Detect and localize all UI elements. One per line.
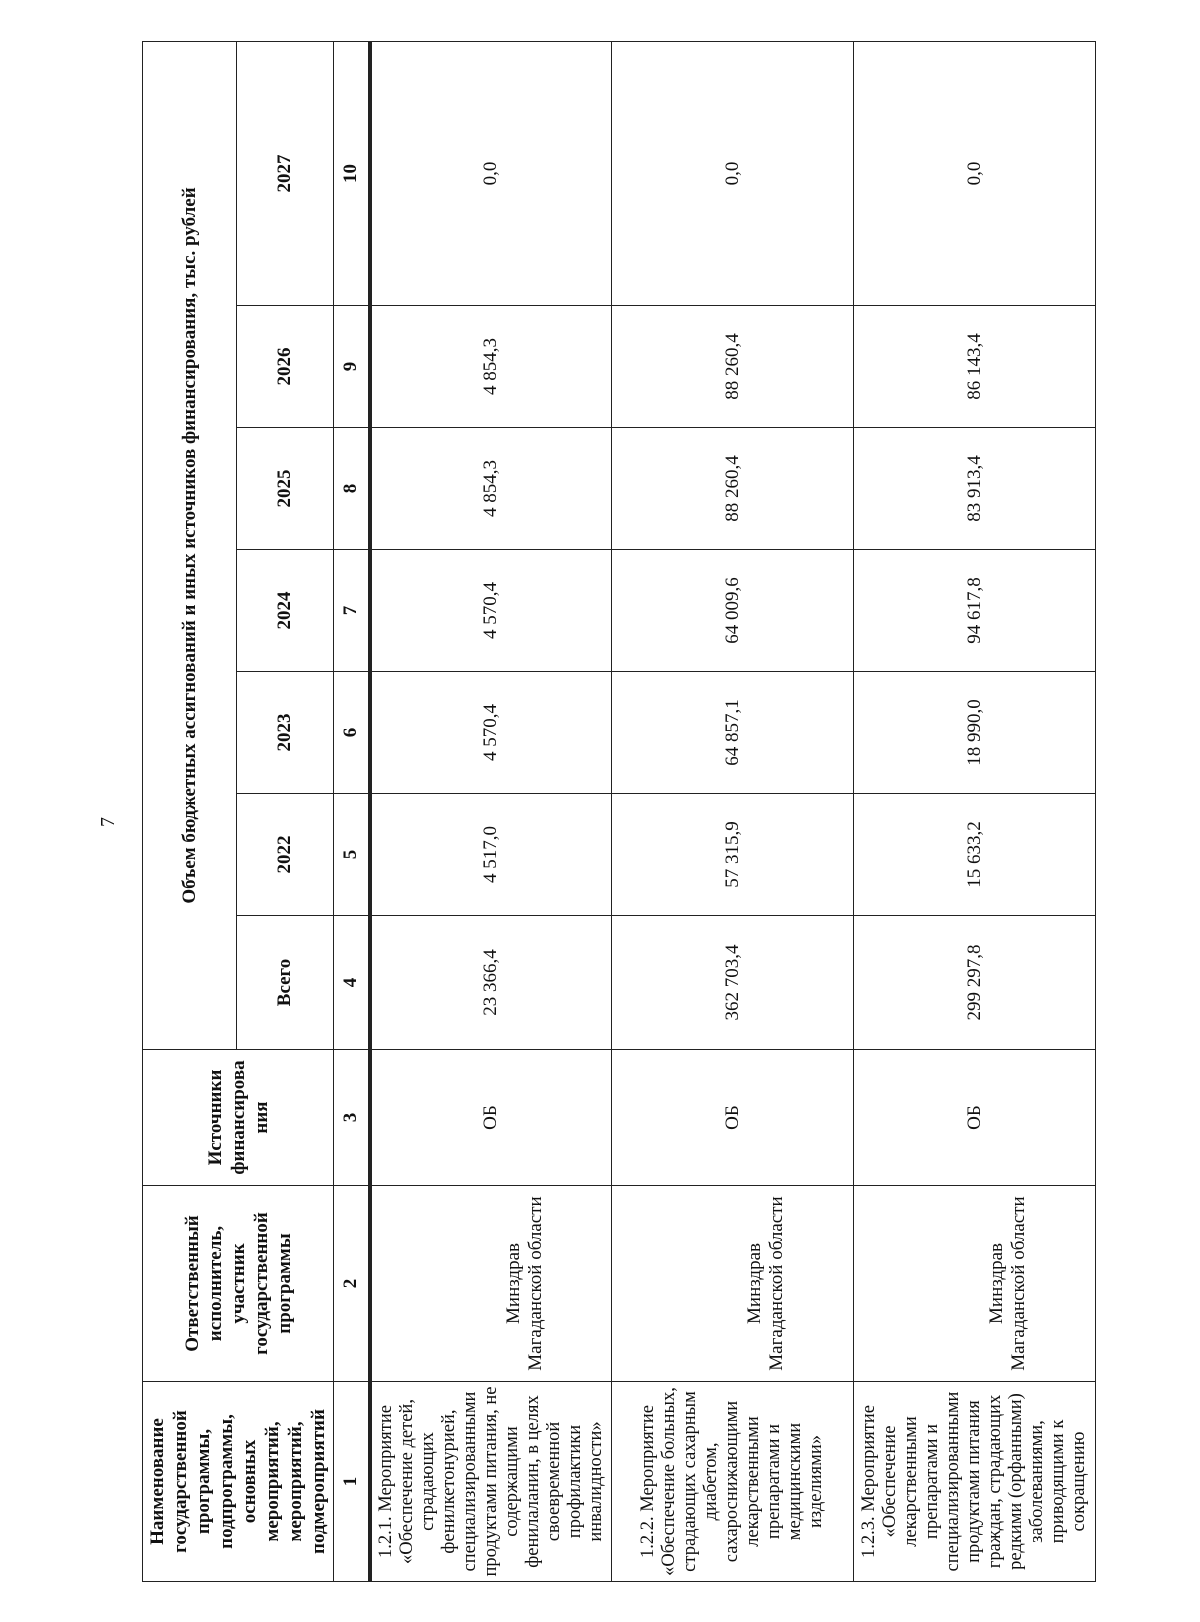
header-responsible: Ответственный исполнитель, участник государственной программы [143,1186,334,1382]
table-row [612,41,854,1581]
column-number: 3 [334,1050,370,1186]
header-year: 2025 [237,428,334,550]
year-value-cell: 0,0 [854,41,1096,305]
year-value-cell: 0,0 [370,41,612,305]
funding-table [142,41,1096,1582]
header-total: Всего [237,916,334,1050]
rotated-table-container [142,42,1089,1582]
column-number-row [334,41,370,1581]
source-cell: ОБ [370,1050,612,1186]
year-value-cell: 86 143,4 [854,306,1096,428]
responsible-cell: Минздрав Магаданской области [612,1186,854,1382]
year-value-cell: 64 009,6 [612,550,854,672]
header-row-1 [143,41,237,1581]
year-value-cell: 57 315,9 [612,794,854,916]
table-row [854,41,1096,1581]
activity-name: 1.2.2. Мероприятие «Обеспечение больных, страдающих сахарным диабетом, сахароснижающими лекарственными препаратами и медицинскими изделиями» [612,1382,854,1582]
total-cell: 23 366,4 [370,916,612,1050]
header-source: Источники финансирова ния [143,1050,334,1186]
year-value-cell: 18 990,0 [854,672,1096,794]
source-cell: ОБ [612,1050,854,1186]
table-row [370,41,612,1581]
year-value-cell: 15 633,2 [854,794,1096,916]
column-number: 2 [334,1186,370,1382]
year-value-cell: 88 260,4 [612,306,854,428]
header-year: 2024 [237,550,334,672]
responsible-cell: Минздрав Магаданской области [370,1186,612,1382]
year-value-cell: 88 260,4 [612,428,854,550]
year-value-cell: 94 617,8 [854,550,1096,672]
column-number: 6 [334,672,370,794]
year-value-cell: 4 570,4 [370,550,612,672]
year-value-cell: 4 854,3 [370,428,612,550]
header-year: 2022 [237,794,334,916]
column-number: 9 [334,306,370,428]
header-year: 2026 [237,306,334,428]
source-cell: ОБ [854,1050,1096,1186]
year-value-cell: 4 854,3 [370,306,612,428]
year-value-cell: 4 570,4 [370,672,612,794]
column-number: 7 [334,550,370,672]
header-year: 2027 [237,41,334,305]
column-number: 4 [334,916,370,1050]
header-name: Наименование государственной программы, подпрограммы, основных мероприятий, мероприятий, подмероприятий [143,1382,334,1582]
total-cell: 362 703,4 [612,916,854,1050]
year-value-cell: 64 857,1 [612,672,854,794]
total-cell: 299 297,8 [854,916,1096,1050]
header-volume: Объем бюджетных ассигнований и иных источников финансирования, тыс. рублей [143,41,237,1049]
year-value-cell: 4 517,0 [370,794,612,916]
activity-name: 1.2.1. Мероприятие «Обеспечение детей, страдающих фенилкетонурией, специализированными продуктами питания, не содержащими фенилаланин, в целях своевременной профилактики инвалидности» [370,1382,612,1582]
year-value-cell: 83 913,4 [854,428,1096,550]
header-year: 2023 [237,672,334,794]
column-number: 10 [334,41,370,305]
column-number: 1 [334,1382,370,1582]
activity-name: 1.2.3. Мероприятие «Обеспечение лекарственными препаратами и специализированными продуктами питания граждан, страдающих редкими (орфанными) заболеваниями, приводящими к сокращению [854,1382,1096,1582]
column-number: 5 [334,794,370,916]
responsible-cell: Минздрав Магаданской области [854,1186,1096,1382]
column-number: 8 [334,428,370,550]
year-value-cell: 0,0 [612,41,854,305]
page-number: 7 [97,817,119,827]
